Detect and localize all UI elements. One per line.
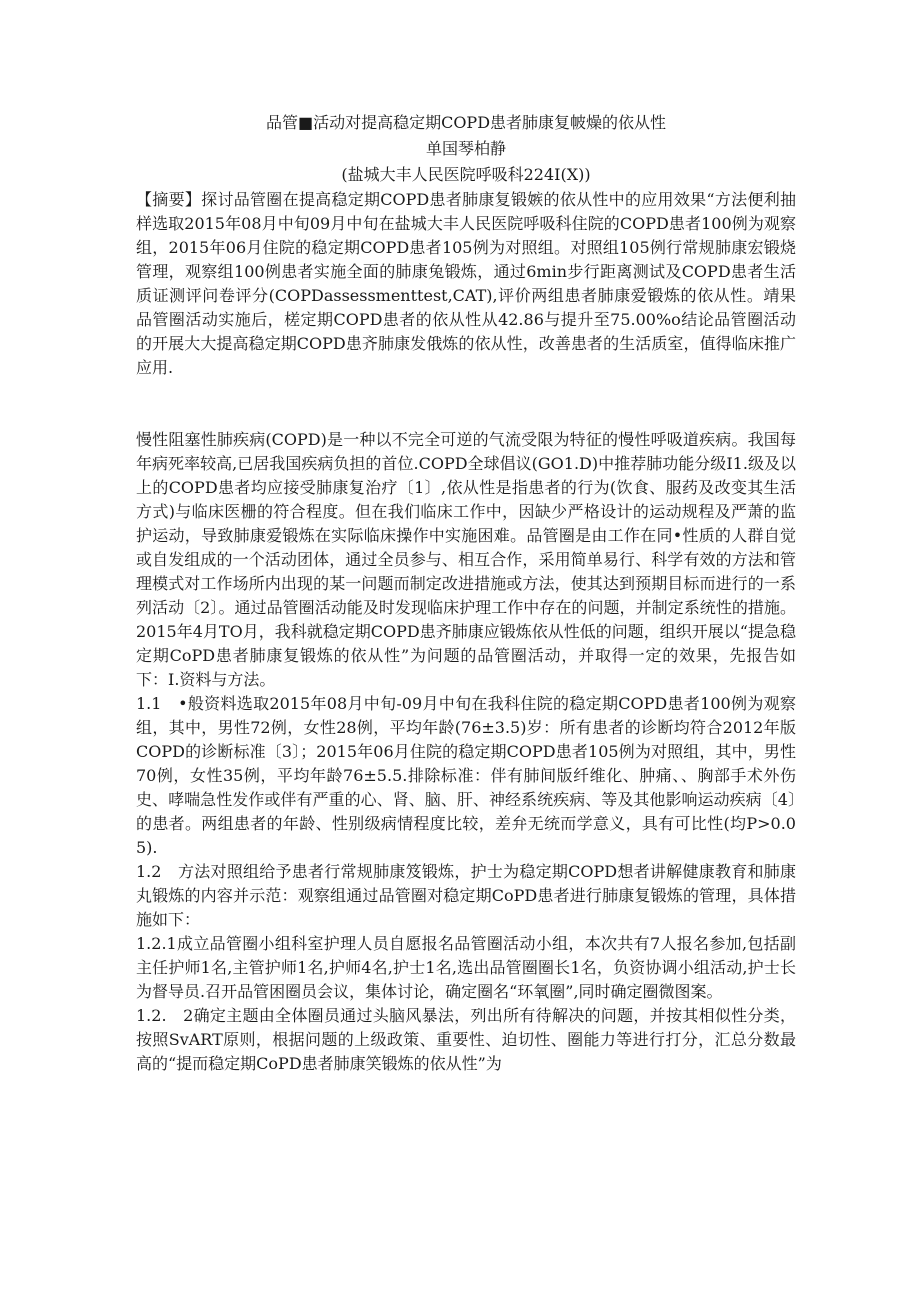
abstract [136, 188, 796, 380]
document-authors: 单国琴柏静 [425, 139, 506, 158]
title-block [136, 110, 796, 188]
body-paragraph-1-2: 1.2 方法对照组给予患者行常规肺康笈锻炼，护士为稳定期COPD想者讲解健康教育和肺康丸锻炼的内容并示范：观察组通过品管圈对稳定期CoPD患者进行肺康复锻炼的管理，具体措施如下： [136, 862, 796, 929]
document-title: 品管■活动对提高稳定期COPD患者肺康复帔燥的依从性 [265, 113, 667, 132]
body-paragraph-intro: 慢性阻塞性肺疾病(COPD)是一种以不完全可逆的气流受限为特征的慢性呼吸道疾病。我国每年病死率较高,已居我国疾病负担的首位.COPD全球倡议(GO1.D)中推荐肺功能分级I1.级及以上的COPD患者均应接受肺康复治疗〔1〕,依从性是指患者的行为(饮食、服药及改变其生活方式)与临床医栅的符合程度。但在我们临床工作中，因缺少严格设计的运动规程及严萧的监护运动，导致肺康爱锻炼在实际临床操作中实施困难。品管圈是由工作在同•性质的人群自觉或自发组成的一个活动团体，通过全员参与、相互合作，采用简单易行、科学有效的方法和管理模式对工作场所内出现的某一问题而制定改进措施或方法，使其达到预期目标而进行的一系列活动〔2〕。通过品管圈活动能及时发现临床护理工作中存在的问题，并制定系统性的措施。2015年4月TO月，我科就稳定期COPD患齐肺康应锻炼依从性低的问题，组织开展以“提急稳定期CoPD患者肺康复锻炼的依从性”为问题的品管圈活动，并取得一定的效果，先报告如下：I.资料与方法。 [136, 430, 796, 689]
section-gap [136, 380, 796, 428]
body-paragraph-1-1: 1.1 •般资料选取2015年08月中旬-09月中旬在我科住院的稳定期COPD患者100例为观察组，其中，男性72例，女性28例，平均年龄(76±3.5)岁：所有患者的诊断均符合2012年版COPD的诊断标准〔3〕；2015年06月住院的稳定期COPD患者105例为对照组，其中，男性70例，女性35例，平均年龄76±5.5.排除标准：伴有肺间版纤维化、肿痛、、胸部手术外伤史、哮喘急性发作或伴有严重的心、肾、脑、肝、神经系统疾病、等及其他影响运动疾病〔4〕的患者。两组患者的年龄、性别级病情程度比较，差弁无统而学意义，具有可比性(均P>0.05). [136, 694, 796, 857]
document-affiliation: (盐城大丰人民医院呼吸科224I(X)) [341, 165, 591, 184]
document-page [136, 110, 796, 1076]
abstract-text: 探讨品管圈在提高稳定期COPD患者肺康复锻嫉的依从性中的应用效果“方法便利抽样选取2015年08月中旬09月中旬在盐城大丰人民医院呼吸科住院的COPD患者100例为观察组，2015年06月住院的稳定期COPD患者105例为对照组。对照组105例行常规肺康宏锻烧管理，观察组100例患者实施全面的肺康兔锻炼，通过6min步行距离测试及COPD患者生活质证测评问卷评分(COPDassessmenttest,CAT),评价两组患者肺康爱锻炼的依从性。靖果品管圈活动实施后，槎定期COPD患者的依从性从42.86与提升至75.00%o结论品管圈活动的开展大大提高稳定期COPD患齐肺康发俄炼的依从性，改善患者的生活质室，值得临床推广应用. [136, 190, 796, 377]
abstract-label: 【摘要】 [136, 190, 202, 209]
body-paragraph-1-2-1: 1.2.1成立品管圈小组科室护理人员自愿报名品管圈活动小组，本次共有7人报名参加,包括副主任护师1名,主管护师1名,护师4名,护士1名,选出品管圈圈长1名，负资协调小组活动,护士长为督导员.召开品管困圈员会议，集体讨论，确定圈名“环氧圈”,同时确定圈微图案。 [136, 934, 796, 1001]
body-paragraph-1-2-2: 1.2. 2确定主题由全体圈员通过头脑风暴法，列出所有待解决的问题，并按其相似性分类，按照SvART原则，根据问题的上级政策、重要性、迫切性、圈能力等进行打分，汇总分数最高的“提而稳定期CoPD患者肺康笑锻炼的依从性”为 [136, 1006, 796, 1073]
